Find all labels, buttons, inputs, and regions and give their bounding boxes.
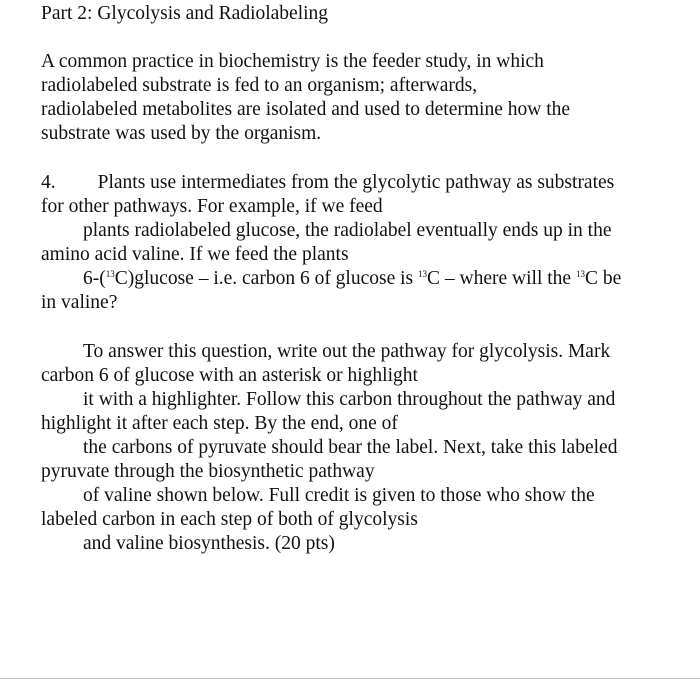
instruction-line: To answer this question, write out the pathway for glycolysis. Mark bbox=[83, 341, 611, 362]
instruction-line: labeled carbon in each step of both of glycolysis bbox=[41, 509, 418, 530]
instruction-line: the carbons of pyruvate should bear the label. Next, take this labeled bbox=[83, 437, 618, 458]
intro-line: A common practice in biochemistry is the feeder study, in which bbox=[41, 51, 544, 72]
page-divider bbox=[0, 678, 700, 679]
instruction-line: it with a highlighter. Follow this carbon throughout the pathway and bbox=[83, 389, 616, 410]
intro-line: substrate was used by the organism. bbox=[41, 123, 322, 144]
instruction-line: of valine shown below. Full credit is given to those who show the bbox=[83, 485, 595, 506]
instruction-line: carbon 6 of glucose with an asterisk or highlight bbox=[41, 365, 418, 386]
instruction-line: and valine biosynthesis. (20 pts) bbox=[83, 533, 335, 554]
question-line: Plants use intermediates from the glycolytic pathway as substrates bbox=[97, 172, 615, 193]
question-line: plants radiolabeled glucose, the radiolabel eventually ends up in the bbox=[83, 220, 612, 241]
question-line: amino acid valine. If we feed the plants bbox=[41, 244, 349, 265]
intro-line: radiolabeled substrate is fed to an organism; afterwards, bbox=[41, 75, 478, 96]
glucose-line: 6-($^{13}$C)glucose – i.e. carbon 6 of glucose is $^{13}$C – where will the $^{13}$C be bbox=[83, 268, 622, 289]
question-number: 4. bbox=[41, 172, 56, 193]
question-line: for other pathways. For example, if we feed bbox=[41, 196, 383, 217]
question-first-line bbox=[41, 171, 614, 195]
intro-line: radiolabeled metabolites are isolated and used to determine how the bbox=[41, 99, 571, 120]
section-title: Part 2: Glycolysis and Radiolabeling bbox=[41, 3, 329, 24]
instruction-line: highlight it after each step. By the end, one of bbox=[41, 413, 398, 434]
instruction-line: pyruvate through the biosynthetic pathway bbox=[41, 461, 375, 482]
question-line: in valine? bbox=[41, 292, 118, 313]
